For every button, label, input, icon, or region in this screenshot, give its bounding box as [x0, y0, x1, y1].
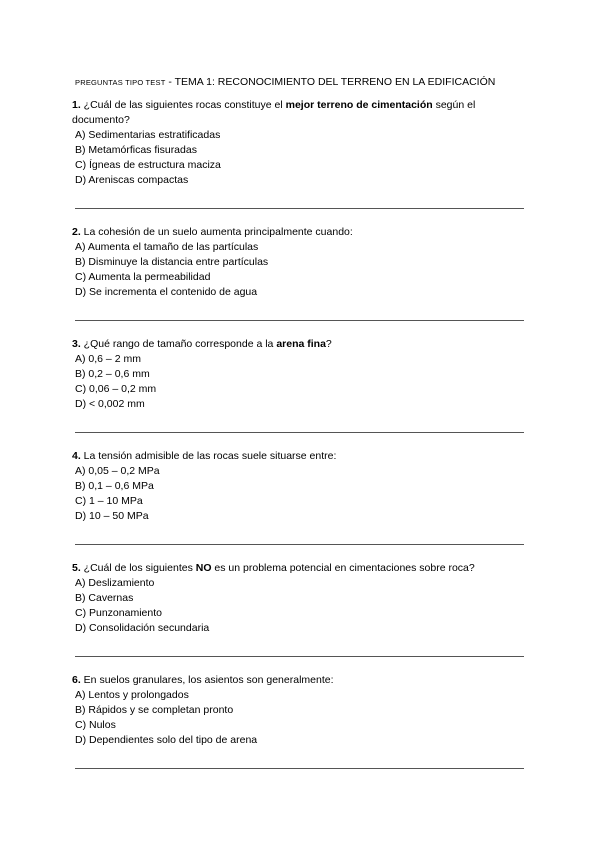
option-c: C) Aumenta la permeabilidad — [75, 271, 211, 283]
question-text — [72, 449, 527, 464]
question-emphasis: arena fina — [276, 338, 326, 350]
question-pre: La cohesión de un suelo aumenta principalmente cuando: — [80, 226, 353, 238]
question-pre: La tensión admisible de las rocas suele situarse entre: — [80, 450, 337, 462]
question-text — [72, 337, 527, 352]
option-d: D) < 0,002 mm — [75, 398, 145, 410]
question-text — [72, 98, 527, 128]
option-b: B) Metamórficas fisuradas — [75, 144, 197, 156]
option-b: B) 0,2 – 0,6 mm — [75, 368, 150, 380]
separator-line — [75, 768, 524, 769]
question-4 — [72, 449, 527, 524]
option-c: C) 0,06 – 0,2 mm — [75, 383, 157, 395]
question-5 — [72, 561, 527, 636]
option-d: D) Dependientes solo del tipo de arena — [75, 734, 258, 746]
option-d: D) 10 – 50 MPa — [75, 510, 149, 522]
question-number: 3. — [72, 338, 81, 350]
question-text — [72, 225, 527, 240]
question-number: 1. — [72, 99, 81, 111]
option-d: D) Consolidación secundaria — [75, 622, 210, 634]
question-3 — [72, 337, 527, 412]
option-b: B) Rápidos y se completan pronto — [75, 704, 234, 716]
question-post: ? — [325, 338, 332, 350]
option-a: A) 0,05 – 0,2 MPa — [75, 465, 160, 477]
question-post: es un problema potencial en cimentaciones sobre roca? — [211, 562, 475, 574]
option-c: C) Punzonamiento — [75, 607, 162, 619]
separator-line — [75, 656, 524, 657]
header-title: - TEMA 1: RECONOCIMIENTO DEL TERRENO EN LA EDIFICACIÓN — [165, 76, 496, 88]
option-b: B) Cavernas — [75, 592, 134, 604]
question-text — [72, 561, 527, 576]
option-c: C) Ígneas de estructura maciza — [75, 159, 221, 171]
question-pre: ¿Cuál de los siguientes — [80, 562, 196, 574]
option-a: A) Lentos y prolongados — [75, 689, 189, 701]
option-a: A) Sedimentarias estratificadas — [75, 129, 221, 141]
option-a: A) Deslizamiento — [75, 577, 155, 589]
question-pre: ¿Cuál de las siguientes rocas constituye el — [80, 99, 286, 111]
option-d: D) Areniscas compactas — [75, 174, 189, 186]
question-1 — [72, 98, 527, 188]
separator-line — [75, 320, 524, 321]
question-2 — [72, 225, 527, 300]
option-c: C) Nulos — [75, 719, 116, 731]
separator-line — [75, 544, 524, 545]
header-prefix: PREGUNTAS TIPO TEST — [75, 78, 166, 87]
question-6 — [72, 673, 527, 748]
option-a: A) Aumenta el tamaño de las partículas — [75, 241, 259, 253]
option-b: B) Disminuye la distancia entre partículas — [75, 256, 269, 268]
question-text — [72, 673, 527, 688]
option-d: D) Se incrementa el contenido de agua — [75, 286, 258, 298]
question-number: 4. — [72, 450, 81, 462]
option-b: B) 0,1 – 0,6 MPa — [75, 480, 154, 492]
question-emphasis: mejor terreno de cimentación — [285, 99, 433, 111]
question-number: 2. — [72, 226, 81, 238]
question-emphasis: NO — [195, 562, 212, 574]
question-pre: ¿Qué rango de tamaño corresponde a la — [80, 338, 277, 350]
question-number: 5. — [72, 562, 81, 574]
question-number: 6. — [72, 674, 81, 686]
option-a: A) 0,6 – 2 mm — [75, 353, 141, 365]
question-post: según el documento? — [72, 99, 476, 126]
separator-line — [75, 432, 524, 433]
question-pre: En suelos granulares, los asientos son generalmente: — [80, 674, 334, 686]
separator-line — [75, 208, 524, 209]
option-c: C) 1 – 10 MPa — [75, 495, 143, 507]
document-header — [75, 72, 535, 90]
